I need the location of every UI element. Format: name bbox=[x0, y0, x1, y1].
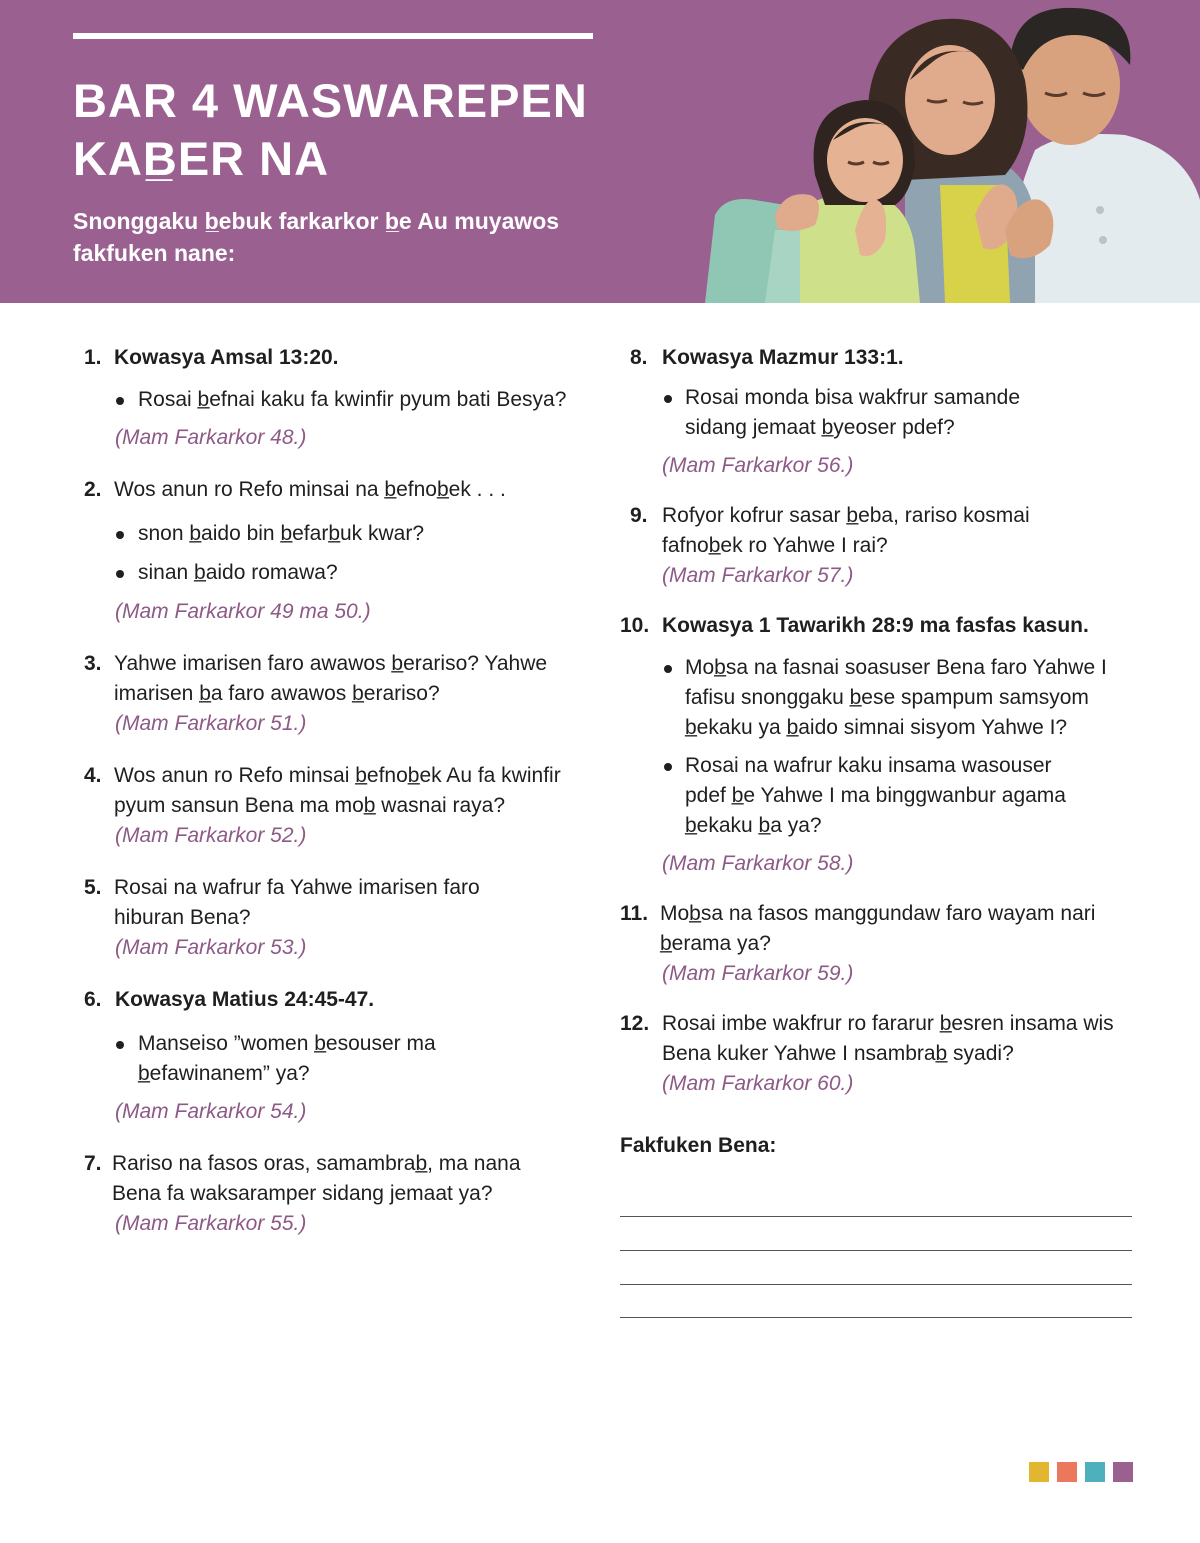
question-11-reference: (Mam Farkarkor 59.) bbox=[662, 962, 854, 985]
question-text: Wos anun ro Refo minsai b̲efnob̲ek Au fa kwinfir pyum sansun Bena ma mob̲ wasnai raya? bbox=[114, 764, 561, 817]
question-2-bullet-1 bbox=[116, 519, 584, 549]
note-line-1[interactable] bbox=[620, 1216, 1132, 1217]
header-banner bbox=[0, 0, 1200, 303]
notes-title: Fakfuken Bena: bbox=[620, 1134, 777, 1157]
question-text: Rofyor kofrur sasar b̲eba, rariso kosmai fafnob̲ek ro Yahwe I rai? bbox=[662, 504, 1030, 557]
title-line-2: KAB̲ER NA bbox=[73, 132, 330, 185]
question-12 bbox=[620, 1009, 1135, 1069]
question-number: 1. bbox=[84, 346, 102, 369]
question-number: 7. bbox=[84, 1152, 102, 1175]
question-text: Rosai imbe wakfrur ro fararur b̲esren insama wis Bena kuker Yahwe I nsambrab̲ syadi? bbox=[662, 1012, 1114, 1065]
question-number: 9. bbox=[630, 504, 648, 527]
questions-right-column bbox=[620, 343, 1135, 1161]
page-title bbox=[73, 72, 673, 188]
question-3-reference: (Mam Farkarkor 51.) bbox=[115, 712, 307, 735]
question-8-reference: (Mam Farkarkor 56.) bbox=[662, 454, 854, 477]
bullet-text: snon b̲aido bin b̲efarb̲uk kwar? bbox=[138, 522, 425, 545]
question-number: 5. bbox=[84, 876, 102, 899]
question-text: Kowasya Matius 24:45-47. bbox=[115, 988, 375, 1011]
question-2-reference: (Mam Farkarkor 49 ma 50.) bbox=[115, 600, 371, 623]
question-7-reference: (Mam Farkarkor 55.) bbox=[115, 1212, 307, 1235]
bullet-text: Manseiso ”women b̲esouser ma b̲efawinanem” ya? bbox=[138, 1032, 436, 1085]
note-line-4[interactable] bbox=[620, 1317, 1132, 1318]
question-number: 3. bbox=[84, 652, 102, 675]
question-8-bullet-1 bbox=[664, 383, 1075, 443]
question-text: Kowasya Amsal 13:20. bbox=[114, 346, 339, 369]
page-subtitle: Snonggaku b̲ebuk farkarkor b̲e Au muyawos fakfuken nane: bbox=[73, 208, 560, 266]
question-number: 2. bbox=[84, 478, 102, 501]
question-9-reference: (Mam Farkarkor 57.) bbox=[662, 564, 854, 587]
question-number: 10. bbox=[620, 614, 650, 637]
question-text: Kowasya Mazmur 133:1. bbox=[662, 346, 904, 369]
question-5 bbox=[84, 873, 584, 933]
question-text: Rariso na fasos oras, samambrab̲, ma nana Bena fa waksaramper sidang jemaat ya? bbox=[112, 1152, 521, 1205]
question-5-reference: (Mam Farkarkor 53.) bbox=[115, 936, 307, 959]
question-number: 11. bbox=[620, 902, 649, 925]
question-8 bbox=[620, 343, 1135, 373]
question-10-bullet-1 bbox=[664, 653, 1115, 743]
family-praying-illustration bbox=[705, 0, 1200, 303]
question-10-bullet-2 bbox=[664, 751, 1095, 841]
question-number: 8. bbox=[630, 346, 648, 369]
bullet-text: Rosai na wafrur kaku insama wasouser pdef b̲e Yahwe I ma binggwanbur agama b̲ekaku b̲a ya? bbox=[685, 754, 1066, 837]
question-number: 6. bbox=[84, 988, 102, 1011]
question-12-reference: (Mam Farkarkor 60.) bbox=[662, 1072, 854, 1095]
color-square-teal bbox=[1085, 1462, 1105, 1482]
color-square-purple bbox=[1113, 1462, 1133, 1482]
question-1 bbox=[84, 343, 584, 373]
question-6-reference: (Mam Farkarkor 54.) bbox=[115, 1100, 307, 1123]
question-1-bullet-1 bbox=[116, 385, 584, 415]
bullet-text: Rosai monda bisa wakfrur samande sidang jemaat b̲yeoser pdef? bbox=[685, 386, 1020, 439]
question-1-reference: (Mam Farkarkor 48.) bbox=[115, 426, 307, 449]
note-line-3[interactable] bbox=[620, 1284, 1132, 1285]
question-11 bbox=[620, 899, 1135, 959]
question-4 bbox=[84, 761, 584, 821]
question-6-bullet-1 bbox=[116, 1029, 468, 1089]
question-text: Yahwe imarisen faro awawos b̲erariso? Yahwe imarisen b̲a faro awawos b̲erariso? bbox=[114, 652, 548, 705]
question-text: Mob̲sa na fasos manggundaw faro wayam nari b̲erama ya? bbox=[660, 902, 1096, 955]
question-2-bullet-2 bbox=[116, 558, 584, 588]
header-rule bbox=[73, 33, 593, 39]
title-line-1: BAR 4 WASWAREPEN bbox=[73, 74, 588, 127]
question-10-reference: (Mam Farkarkor 58.) bbox=[662, 852, 854, 875]
question-3 bbox=[84, 649, 584, 709]
bullet-text: Mob̲sa na fasnai soasuser Bena faro Yahwe I fafisu snonggaku b̲ese spampum samsyom b̲ekaku ya b̲aido simnai sisyom Yahwe I? bbox=[685, 656, 1107, 739]
color-square-yellow bbox=[1029, 1462, 1049, 1482]
question-2 bbox=[84, 475, 584, 505]
question-number: 12. bbox=[620, 1012, 650, 1035]
note-line-2[interactable] bbox=[620, 1250, 1132, 1251]
question-text: Kowasya 1 Tawarikh 28:9 ma fasfas kasun. bbox=[662, 614, 1089, 637]
color-square-orange bbox=[1057, 1462, 1077, 1482]
question-text: Wos anun ro Refo minsai na b̲efnob̲ek . . . bbox=[114, 478, 506, 501]
question-number: 4. bbox=[84, 764, 102, 787]
question-text: Rosai na wafrur fa Yahwe imarisen faro hiburan Bena? bbox=[114, 876, 480, 929]
questions-left-column bbox=[84, 343, 584, 1239]
question-4-reference: (Mam Farkarkor 52.) bbox=[115, 824, 307, 847]
question-6 bbox=[84, 985, 584, 1015]
bullet-text: sinan b̲aido romawa? bbox=[138, 561, 338, 584]
question-9 bbox=[620, 501, 1135, 561]
question-10 bbox=[620, 611, 1135, 641]
question-7 bbox=[84, 1149, 584, 1209]
bullet-text: Rosai b̲efnai kaku fa kwinfir pyum bati Besya? bbox=[138, 388, 567, 411]
